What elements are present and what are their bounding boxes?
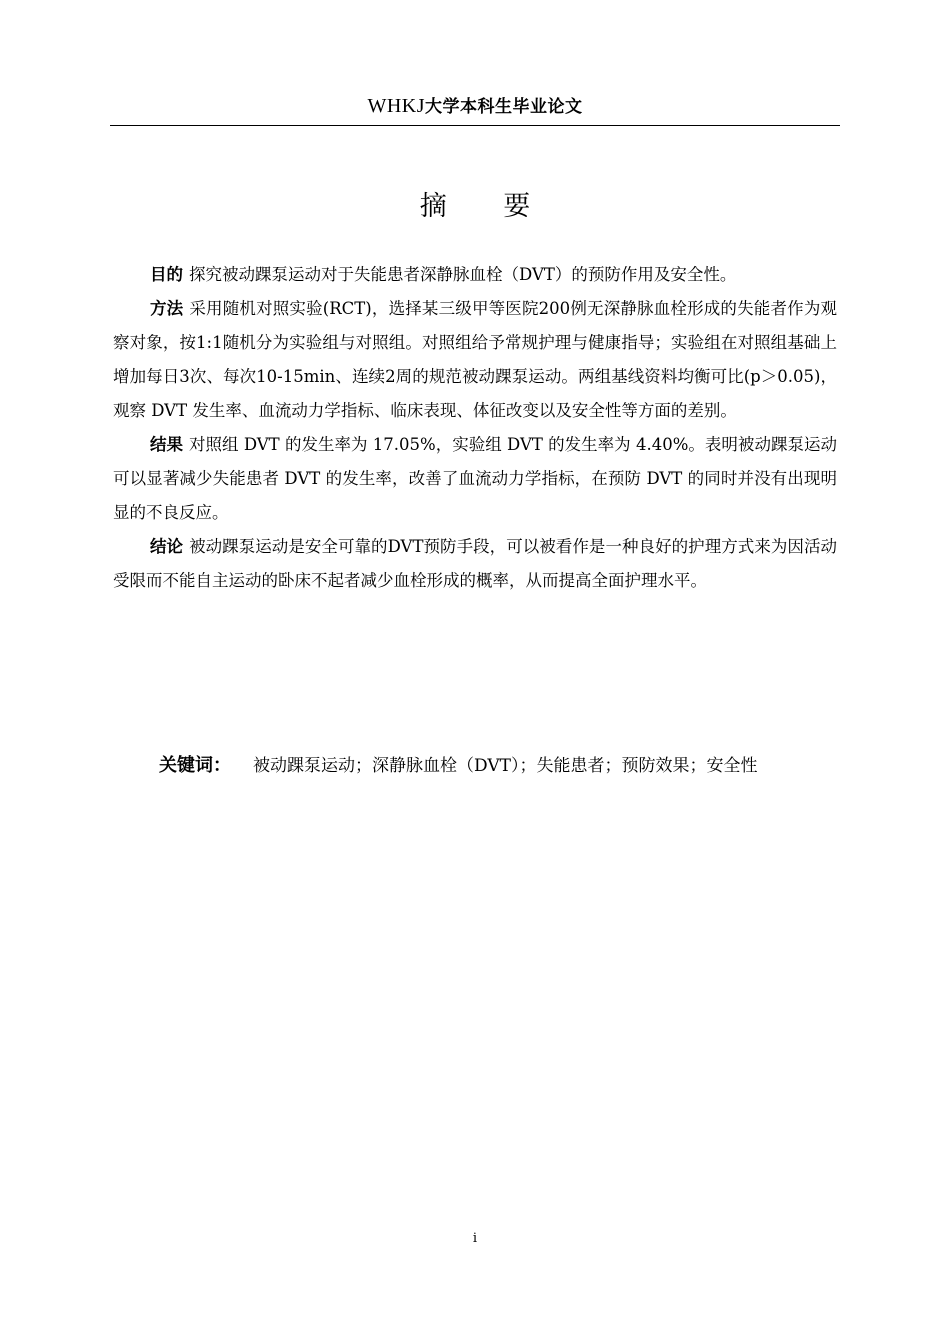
result-paragraph [113,428,837,530]
page-title: 摘 要 [419,191,555,222]
abstract-body [113,258,837,598]
conclusion-label: 结论 [150,537,184,556]
result-label: 结果 [150,435,184,454]
result-text: 对照组 DVT 的发生率为 17.05%，实验组 DVT 的发生率为 4.40%。表明被动踝泵运动可以显著减少失能患者 DVT 的发生率，改善了血流动力学指标，在预防 DVT 的同时并没有出现明显的不良反应。 [113,435,837,522]
header-university-prefix: WHKJ [367,95,426,117]
conclusion-paragraph [113,530,837,598]
objective-paragraph [113,258,837,292]
method-paragraph [113,292,837,428]
header-rule [110,125,840,126]
keywords-text: 被动踝泵运动；深静脉血栓（DVT）；失能患者；预防效果；安全性 [253,756,758,776]
objective-text: 探究被动踝泵运动对于失能患者深静脉血栓（DVT）的预防作用及安全性。 [189,265,737,284]
keywords-label: 关键词： [159,755,231,776]
page-number: i [472,1231,478,1246]
conclusion-text: 被动踝泵运动是安全可靠的DVT预防手段，可以被看作是一种良好的护理方式来为因活动受限而不能自主运动的卧床不起者减少血栓形成的概率，从而提高全面护理水平。 [113,537,837,590]
running-header [0,93,950,120]
objective-label: 目的 [150,265,183,284]
keywords-line [159,750,859,782]
method-text: 采用随机对照实验(RCT)，选择某三级甲等医院200例无深静脉血栓形成的失能者作为观察对象，按1:1随机分为实验组与对照组。对照组给予常规护理与健康指导；实验组在对照组基础上增加每日3次、每次10-15min、连续2周的规范被动踝泵运动。两组基线资料均衡可比(p＞0.05)，观察 DVT 发生率、血流动力学指标、临床表现、体征改变以及安全性等方面的差别。 [113,299,838,420]
header-university-suffix: 大学本科生毕业论文 [425,97,583,117]
method-label: 方法 [150,299,184,318]
